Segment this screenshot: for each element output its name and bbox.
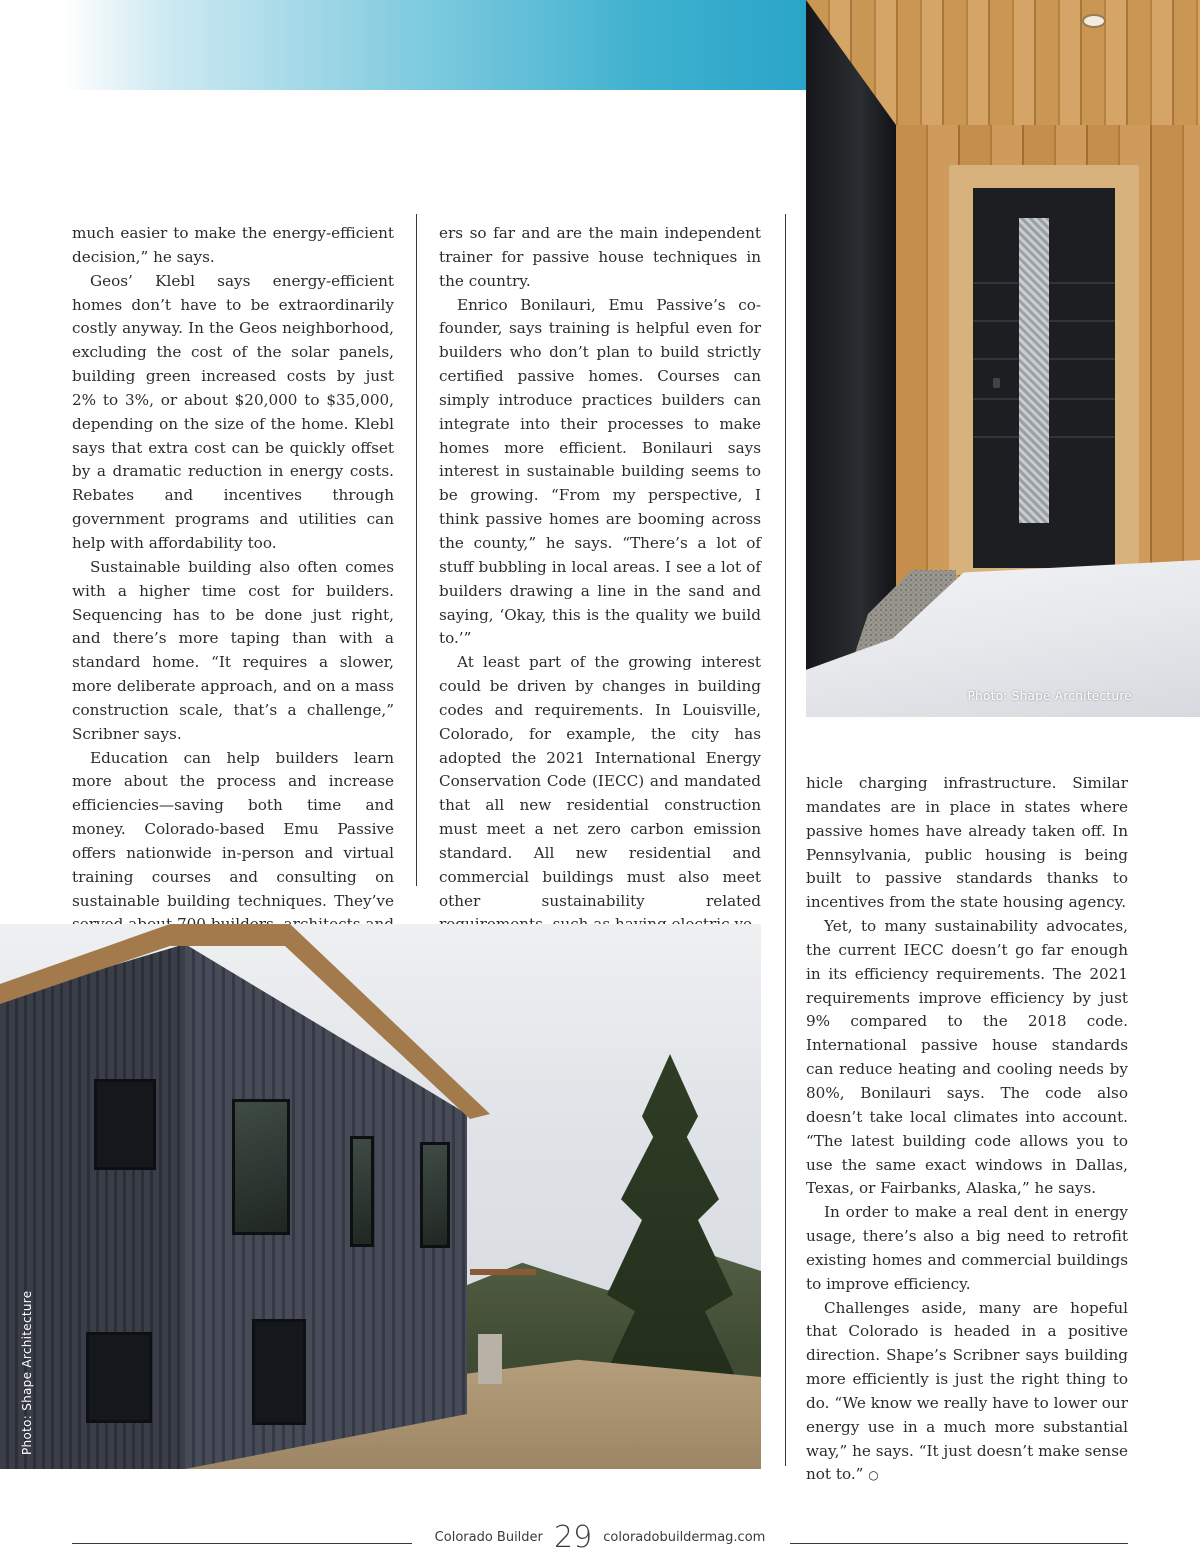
photo-credit: Photo: Shape Architecture xyxy=(967,689,1132,703)
paragraph: Yet, to many sustainability advocates, the current IECC doesn’t go far enough in its efficiency requirements. The 2021 requirements improve efficiency by just 9% compared to the 2018 code. International passive house standards can reduce heating and cooling needs by 80%, Bonilauri says. The code also doesn’t take local climates into account. “The latest building code allows you to use the same exact windows in Dallas, Texas, or Fairbanks, Alaska,” he says. xyxy=(806,917,1128,1198)
door-knob xyxy=(993,378,1000,388)
website-link[interactable]: coloradobuildermag.com xyxy=(603,1530,766,1545)
house-photo xyxy=(0,924,761,1469)
door-photo xyxy=(806,0,1200,717)
paragraph: ers so far and are the main independent trainer for passive house techniques in the country. xyxy=(439,224,761,290)
page-footer xyxy=(0,1520,1200,1555)
paragraph: much easier to make the energy-efficient decision,” he says. xyxy=(72,224,394,266)
house-window xyxy=(252,1319,306,1425)
paragraph: In order to make a real dent in energy usage, there’s also a big need to retrofit existing homes and commercial buildings to improve efficiency. xyxy=(806,1203,1128,1293)
paragraph xyxy=(806,1297,1128,1489)
paragraph: At least part of the growing interest could be driven by changes in building codes and requirements. In Louisville, Colorado, for example, the city has adopted the 2021 International Energy Conservation Code (IECC) and mandated that all new residential construction must meet a net zero carbon emission standard. All new residential and commercial buildings must also meet other sustainability related xyxy=(439,653,761,910)
column-divider xyxy=(416,214,417,886)
house-window xyxy=(86,1332,152,1423)
paragraph-text: Challenges aside, many are hopeful that Colorado is headed in a positive direction. Shape’s Scribner says building more efficiently is just the right thing to do. “We know we really have to lower our energy use in a much more substantial way,” he says. “It just doesn’t make sense not to.” xyxy=(806,1298,1128,1484)
text-column-1 xyxy=(72,222,394,961)
house-window xyxy=(350,1136,374,1247)
paragraph: hicle charging infrastructure. Similar mandates are in place in states where passive homes have already taken off. In Pennsylvania, public housing is being built to passive standards thanks to incentives from the state housing agency. xyxy=(806,774,1128,912)
page-number: 29 xyxy=(554,1520,593,1555)
magazine-name: Colorado Builder xyxy=(434,1530,543,1545)
text-column-3 xyxy=(806,772,1128,1488)
stone-pillar xyxy=(478,1334,502,1384)
column-divider xyxy=(785,214,786,1466)
door-glass-panel xyxy=(1019,218,1049,523)
paragraph: Sustainable building also often comes with a higher time cost for builders. Sequencing has to be done just right, and there’s more taping than with a standard home. “It requires a slower, more deliberate approach, and on a mass construction scale, that’s a challenge,” Scribner says. xyxy=(72,557,394,743)
paragraph: Geos’ Klebl says energy-efficient homes don’t have to be extraordinarily costly anyway. In the Geos neighborhood, excluding the cost of the solar panels, building green increased costs by just 2% to 3%, or about $20,000 to $35,000, depending on the size of the home. Klebl says that extra cost can be quickly offset by a dramatic reduction in energy costs. Rebates and incentives through government programs and utilities can help with affordability too. xyxy=(72,271,394,552)
header-gradient-banner xyxy=(0,0,806,90)
house-window xyxy=(420,1142,450,1248)
paragraph: Education can help builders learn more about the process and increase efficiencies—saving both time and money. Colorado-based Emu Passive offers nationwide in-person and virtual training courses and consulting on sustainable building techniques. They’ve xyxy=(72,748,394,910)
deck-overhang xyxy=(470,1269,536,1275)
end-mark-icon: ○ xyxy=(868,1468,879,1483)
paragraph: Enrico Bonilauri, Emu Passive’s co-founder, says training is helpful even for builders who don’t plan to build strictly certified passive homes. Courses can simply introduce practices builders can integrate into their processes to make homes more efficient. Bonilauri says interest in sustainable building seems to be growing. “From my perspective, I think passive homes are booming across the county,” he says. “There’s a lot of stuff bubbling in local areas. I see a lot of builders drawing a line in the sand and saying, ‘Okay, this is the quality we build to.’” xyxy=(439,295,761,648)
text-column-2 xyxy=(439,222,761,937)
ceiling-light xyxy=(1082,14,1106,28)
house-window xyxy=(94,1079,156,1170)
photo-credit: Photo: Shape Architecture xyxy=(20,1290,34,1455)
house-window xyxy=(232,1099,290,1235)
